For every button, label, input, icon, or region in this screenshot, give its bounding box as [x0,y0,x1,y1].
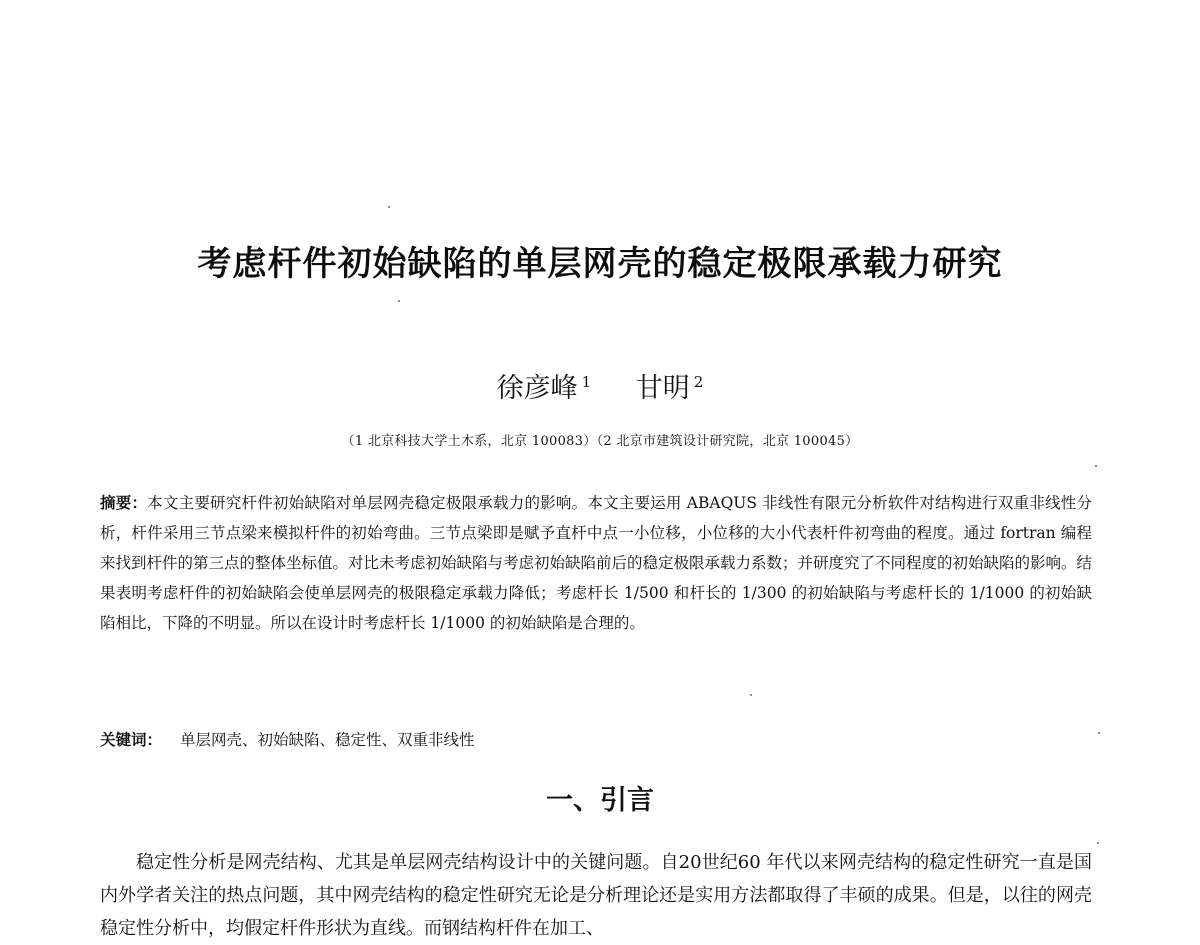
scan-speck [398,300,400,302]
abstract [100,488,1092,638]
keywords [100,728,475,750]
keywords-label: 关键词： [100,730,163,749]
abstract-label: 摘要： [100,493,148,512]
author-1-name: 徐彦峰 [496,373,578,404]
scan-speck [1097,842,1099,844]
intro-paragraph: 稳定性分析是网壳结构、尤其是单层网壳结构设计中的关键问题。自20世纪60 年代以来网壳结构的稳定性研究一直是国内外学者关注的热点问题，其中网壳结构的稳定性研究无论是分析理论还是实用方法都取得了丰硕的成果。但是，以往的网壳稳定性分析中，均假定杆件形状为直线。而钢结构杆件在加工、 [100,852,1092,939]
affiliations: （1 北京科技大学土木系，北京 100083）（2 北京市建筑设计研究院，北京 100045） [341,434,859,449]
author-2 [636,366,704,405]
paper-title: 考虑杆件初始缺陷的单层网壳的稳定极限承载力研究 [197,244,1003,284]
author-2-affil-mark: 2 [693,373,704,391]
keywords-text: 单层网壳、初始缺陷、稳定性、双重非线性 [180,731,475,749]
scan-speck [1098,732,1100,734]
author-1 [497,366,592,405]
section-heading: 一、引言 [546,785,654,816]
scan-speck [1095,465,1097,467]
scan-speck [388,206,390,208]
author-list [0,366,1200,405]
author-2-name: 甘明 [635,373,690,404]
abstract-text: 本文主要研究杆件初始缺陷对单层网壳稳定极限承载力的影响。本文主要运用 ABAQUS 非线性有限元分析软件对结构进行双重非线性分析，杆件采用三节点梁来模拟杆件的初始弯曲。三节点梁即是赋予直杆中点一小位移，小位移的大小代表杆件初弯曲的程度。通过 fortran 编程来找到杆件的第三点的整体坐标值。对比未考虑初始缺陷与考虑初始缺陷前后的稳定极限承载力系数；并研度究了不同程度的初始缺陷的影响。结果表明考虑杆件的初始缺陷会使单层网壳的极限稳定承载力降低；考虑杆长 1/500 和杆长的 1/300 的初始缺陷与考虑杆长的 1/1000 的初始缺陷相比，下降的不明显。所以在设计时考虑杆长 1/1000 的初始缺陷是合理的。 [100,494,1093,632]
scan-speck [750,694,752,696]
author-1-affil-mark: 1 [581,373,592,391]
